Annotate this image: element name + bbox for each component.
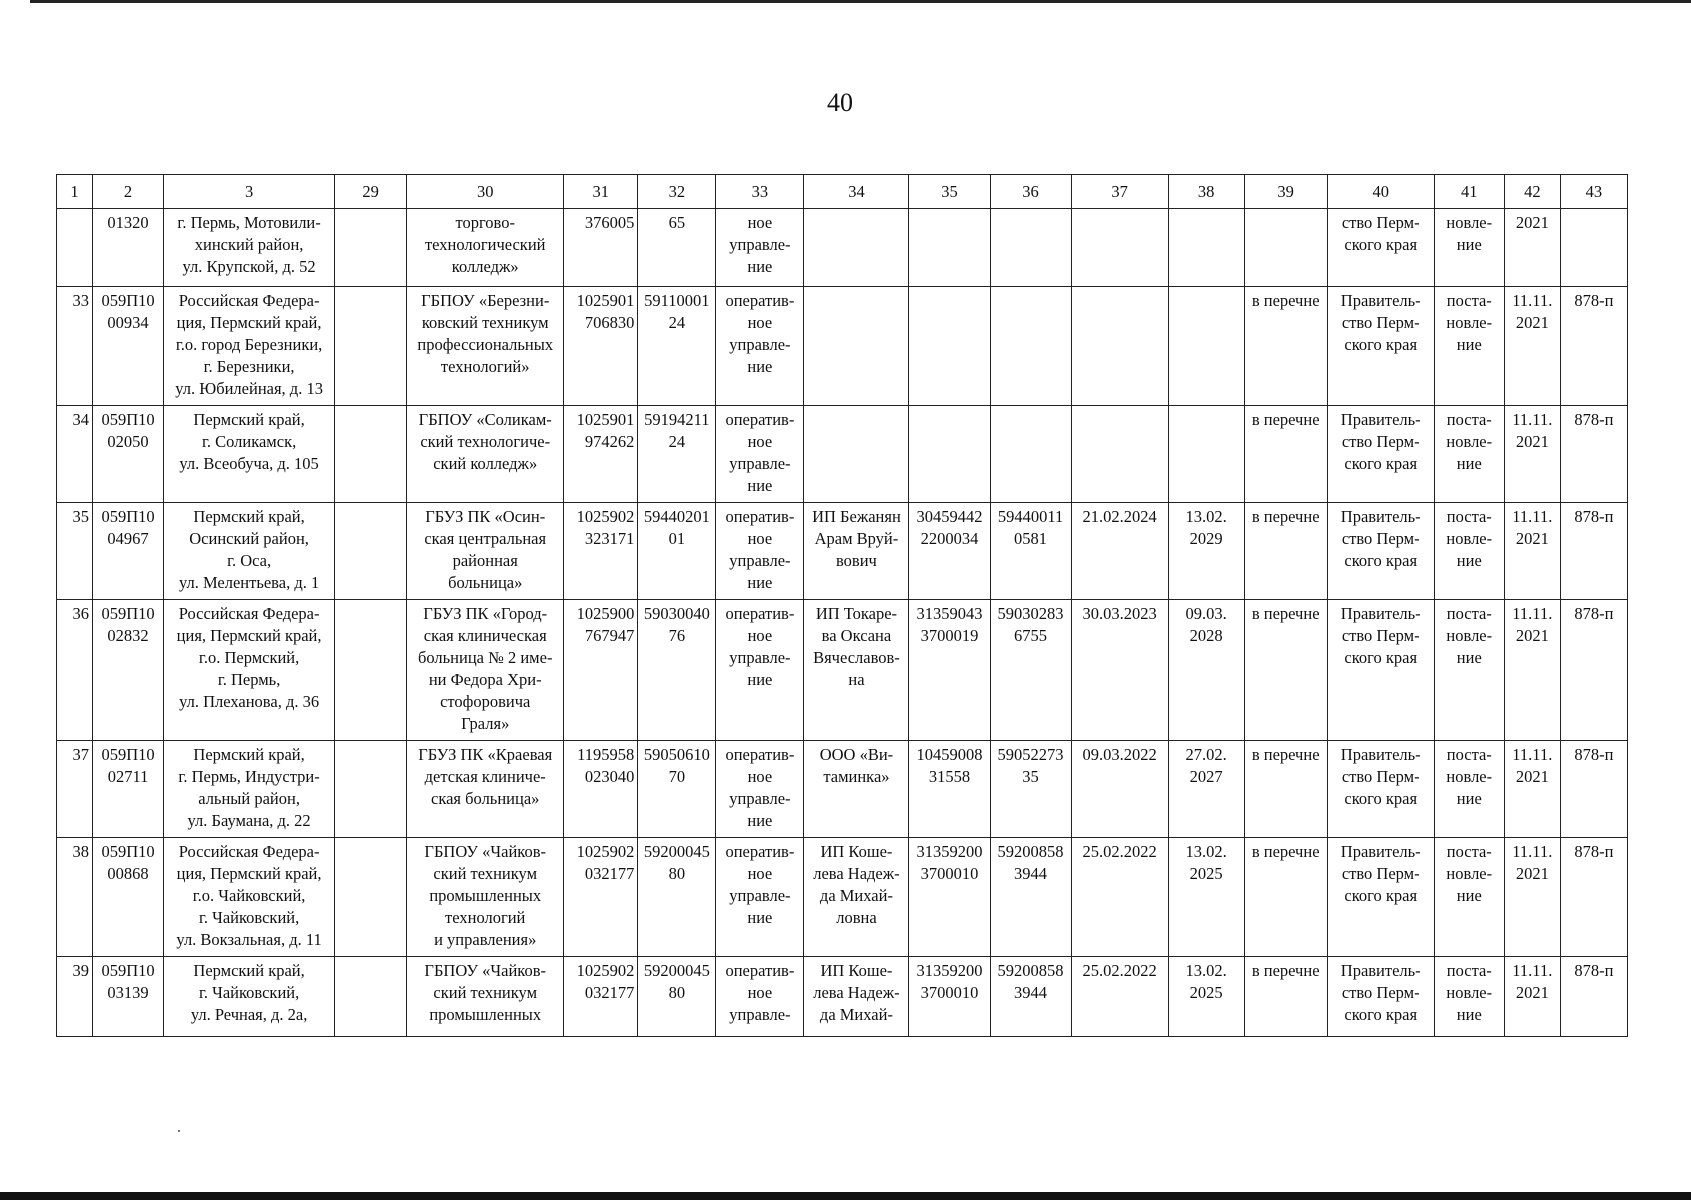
table-cell: [1168, 287, 1244, 406]
table-cell: 878-п: [1560, 406, 1627, 503]
table-cell: 059П10 02050: [93, 406, 164, 503]
table-cell: 11.11. 2021: [1504, 503, 1560, 600]
table-cell: 878-п: [1560, 838, 1627, 957]
table-row: [57, 209, 1628, 287]
table-cell: Правитель- ство Перм- ского края: [1327, 838, 1434, 957]
table-cell: Пермский край, г. Чайковский, ул. Речная, д. 2а,: [164, 957, 335, 1037]
table-cell: 11.11. 2021: [1504, 287, 1560, 406]
scan-top-edge: [30, 0, 1691, 3]
table-cell: [804, 406, 909, 503]
table-cell: 59030283 6755: [990, 600, 1071, 741]
table-cell: оператив- ное управле-: [716, 957, 804, 1037]
table-cell: 33: [57, 287, 93, 406]
table-cell: 11.11. 2021: [1504, 957, 1560, 1037]
table-cell: 059П10 02832: [93, 600, 164, 741]
table-cell: оператив- ное управле- ние: [716, 406, 804, 503]
table-cell: 21.02.2024: [1071, 503, 1168, 600]
column-header: 38: [1168, 175, 1244, 209]
table-row: [57, 287, 1628, 406]
table-cell: [335, 600, 407, 741]
column-header: 34: [804, 175, 909, 209]
table-cell: 35: [57, 503, 93, 600]
table-cell: в перечне: [1244, 600, 1327, 741]
table-cell: Правитель- ство Перм- ского края: [1327, 287, 1434, 406]
table-cell: в перечне: [1244, 503, 1327, 600]
table-cell: [1071, 209, 1168, 287]
table-cell: 27.02. 2027: [1168, 741, 1244, 838]
table-cell: ГБПОУ «Березни- ковский техникум профессиональных технологий»: [407, 287, 564, 406]
table-cell: 36: [57, 600, 93, 741]
table-cell: [990, 209, 1071, 287]
table-cell: 10459008 31558: [909, 741, 990, 838]
table-cell: 2021: [1504, 209, 1560, 287]
table-cell: [57, 209, 93, 287]
table-cell: 59110001 24: [638, 287, 716, 406]
table-cell: 09.03.2022: [1071, 741, 1168, 838]
table-cell: 059П10 03139: [93, 957, 164, 1037]
scan-speck: [178, 1130, 180, 1132]
table-cell: оператив- ное управле- ние: [716, 838, 804, 957]
table-cell: 31359200 3700010: [909, 838, 990, 957]
table-cell: [909, 287, 990, 406]
table-cell: в перечне: [1244, 287, 1327, 406]
table-cell: ГБПОУ «Чайков- ский техникум промышленных технологий и управления»: [407, 838, 564, 957]
table-cell: в перечне: [1244, 406, 1327, 503]
table-cell: ГБУЗ ПК «Город- ская клиническая больница № 2 име- ни Федора Хри- стофоровича Граля»: [407, 600, 564, 741]
table-cell: поста- новле- ние: [1434, 741, 1504, 838]
column-header: 41: [1434, 175, 1504, 209]
table-cell: Правитель- ство Перм- ского края: [1327, 957, 1434, 1037]
table-cell: Правитель- ство Перм- ского края: [1327, 600, 1434, 741]
column-header: 35: [909, 175, 990, 209]
table-cell: торгово- технологический колледж»: [407, 209, 564, 287]
table-cell: ИП Коше- лева Надеж- да Михай-: [804, 957, 909, 1037]
table-cell: [804, 209, 909, 287]
table-cell: 38: [57, 838, 93, 957]
table-cell: [1560, 209, 1627, 287]
property-register-table: [56, 174, 1628, 1037]
table-cell: 1025902 032177: [564, 838, 638, 957]
table-cell: Российская Федера- ция, Пермский край, г.о. Пермский, г. Пермь, ул. Плеханова, д. 36: [164, 600, 335, 741]
table-cell: 059П10 00868: [93, 838, 164, 957]
table-cell: 13.02. 2025: [1168, 957, 1244, 1037]
table-cell: Правитель- ство Перм- ского края: [1327, 741, 1434, 838]
table-cell: 878-п: [1560, 957, 1627, 1037]
table-cell: ное управле- ние: [716, 209, 804, 287]
table-cell: в перечне: [1244, 957, 1327, 1037]
column-header: 36: [990, 175, 1071, 209]
table-cell: 59200858 3944: [990, 838, 1071, 957]
table-cell: ИП Коше- лева Надеж- да Михай- ловна: [804, 838, 909, 957]
scan-bottom-edge: [0, 1192, 1691, 1200]
table-cell: 878-п: [1560, 600, 1627, 741]
table-cell: 1025900 767947: [564, 600, 638, 741]
table-cell: [335, 209, 407, 287]
table-cell: 1025902 323171: [564, 503, 638, 600]
table-cell: [1168, 209, 1244, 287]
table-cell: в перечне: [1244, 741, 1327, 838]
column-header: 30: [407, 175, 564, 209]
table-cell: 34: [57, 406, 93, 503]
table-cell: 30459442 2200034: [909, 503, 990, 600]
table-cell: поста- новле- ние: [1434, 503, 1504, 600]
column-header: 33: [716, 175, 804, 209]
table-row: [57, 406, 1628, 503]
table-cell: 059П10 04967: [93, 503, 164, 600]
table-cell: 878-п: [1560, 287, 1627, 406]
table-row: [57, 838, 1628, 957]
table-cell: 1025901 974262: [564, 406, 638, 503]
table-cell: 31359043 3700019: [909, 600, 990, 741]
table-cell: ИП Токаре- ва Оксана Вячеславов- на: [804, 600, 909, 741]
column-header: 1: [57, 175, 93, 209]
table-cell: 1025902 032177: [564, 957, 638, 1037]
table-cell: 059П10 02711: [93, 741, 164, 838]
table-cell: 09.03. 2028: [1168, 600, 1244, 741]
table-cell: поста- новле- ние: [1434, 287, 1504, 406]
table-cell: 65: [638, 209, 716, 287]
table-cell: 11.11. 2021: [1504, 600, 1560, 741]
table-cell: 1025901 706830: [564, 287, 638, 406]
table-cell: 59200858 3944: [990, 957, 1071, 1037]
table-cell: 11.11. 2021: [1504, 741, 1560, 838]
table-cell: [909, 209, 990, 287]
column-header: 42: [1504, 175, 1560, 209]
table-cell: ГБУЗ ПК «Краевая детская клиниче- ская больница»: [407, 741, 564, 838]
column-header: 39: [1244, 175, 1327, 209]
table-cell: 39: [57, 957, 93, 1037]
table-cell: оператив- ное управле- ние: [716, 287, 804, 406]
table-cell: Российская Федера- ция, Пермский край, г.о. город Березники, г. Березники, ул. Юбилейная, д. 13: [164, 287, 335, 406]
page-number: 40: [827, 88, 853, 117]
table-cell: новле- ние: [1434, 209, 1504, 287]
table-cell: 59200045 80: [638, 838, 716, 957]
table-cell: 13.02. 2029: [1168, 503, 1244, 600]
table-cell: оператив- ное управле- ние: [716, 503, 804, 600]
table-cell: Российская Федера- ция, Пермский край, г.о. Чайковский, г. Чайковский, ул. Вокзальная, д. 11: [164, 838, 335, 957]
table-cell: 11.11. 2021: [1504, 838, 1560, 957]
column-header: 37: [1071, 175, 1168, 209]
table-cell: 878-п: [1560, 503, 1627, 600]
table-row: [57, 957, 1628, 1037]
table-cell: 11.11. 2021: [1504, 406, 1560, 503]
column-header: 32: [638, 175, 716, 209]
table-cell: 376005: [564, 209, 638, 287]
table-cell: в перечне: [1244, 838, 1327, 957]
table-cell: 37: [57, 741, 93, 838]
column-header: 43: [1560, 175, 1627, 209]
table-cell: Пермский край, г. Соликамск, ул. Всеобуча, д. 105: [164, 406, 335, 503]
table-cell: ство Перм- ского края: [1327, 209, 1434, 287]
table-cell: [990, 287, 1071, 406]
table-cell: Правитель- ство Перм- ского края: [1327, 406, 1434, 503]
table-cell: [335, 287, 407, 406]
table-row: [57, 503, 1628, 600]
table-cell: 59052273 35: [990, 741, 1071, 838]
table-cell: 1195958 023040: [564, 741, 638, 838]
table-cell: поста- новле- ние: [1434, 838, 1504, 957]
table-cell: 25.02.2022: [1071, 957, 1168, 1037]
column-header: 31: [564, 175, 638, 209]
table-cell: 59194211 24: [638, 406, 716, 503]
table-cell: [335, 406, 407, 503]
table-cell: ИП Бежанян Арам Вруй- вович: [804, 503, 909, 600]
table-cell: поста- новле- ние: [1434, 406, 1504, 503]
table-cell: [1168, 406, 1244, 503]
table-cell: 059П10 00934: [93, 287, 164, 406]
table-row: [57, 741, 1628, 838]
table-cell: [335, 838, 407, 957]
table-cell: [909, 406, 990, 503]
table-cell: г. Пермь, Мотовили- хинский район, ул. Крупской, д. 52: [164, 209, 335, 287]
table-cell: 13.02. 2025: [1168, 838, 1244, 957]
table-cell: ГБУЗ ПК «Осин- ская центральная районная больница»: [407, 503, 564, 600]
table-cell: оператив- ное управле- ние: [716, 600, 804, 741]
table-cell: Правитель- ство Перм- ского края: [1327, 503, 1434, 600]
table-cell: ООО «Ви- таминка»: [804, 741, 909, 838]
table-cell: 59440011 0581: [990, 503, 1071, 600]
column-header: 2: [93, 175, 164, 209]
table-cell: 878-п: [1560, 741, 1627, 838]
table-cell: 59030040 76: [638, 600, 716, 741]
table-cell: 30.03.2023: [1071, 600, 1168, 741]
table-cell: ГБПОУ «Соликам- ский технологиче- ский колледж»: [407, 406, 564, 503]
table-cell: [804, 287, 909, 406]
table-cell: ГБПОУ «Чайков- ский техникум промышленных: [407, 957, 564, 1037]
table-cell: [1071, 287, 1168, 406]
column-header: 29: [335, 175, 407, 209]
table-cell: [1071, 406, 1168, 503]
table-cell: [335, 503, 407, 600]
table-cell: [1244, 209, 1327, 287]
table-cell: 59440201 01: [638, 503, 716, 600]
table-cell: 59050610 70: [638, 741, 716, 838]
table-cell: 25.02.2022: [1071, 838, 1168, 957]
header-row: [57, 175, 1628, 209]
table-row: [57, 600, 1628, 741]
table-cell: оператив- ное управле- ние: [716, 741, 804, 838]
table-cell: [335, 741, 407, 838]
table-cell: 59200045 80: [638, 957, 716, 1037]
table-cell: [335, 957, 407, 1037]
table-cell: 31359200 3700010: [909, 957, 990, 1037]
table-cell: поста- новле- ние: [1434, 957, 1504, 1037]
table-cell: 01320: [93, 209, 164, 287]
table-cell: Пермский край, Осинский район, г. Оса, ул. Мелентьева, д. 1: [164, 503, 335, 600]
table-cell: Пермский край, г. Пермь, Индустри- альный район, ул. Баумана, д. 22: [164, 741, 335, 838]
table-cell: поста- новле- ние: [1434, 600, 1504, 741]
column-header: 3: [164, 175, 335, 209]
table-cell: [990, 406, 1071, 503]
column-header: 40: [1327, 175, 1434, 209]
